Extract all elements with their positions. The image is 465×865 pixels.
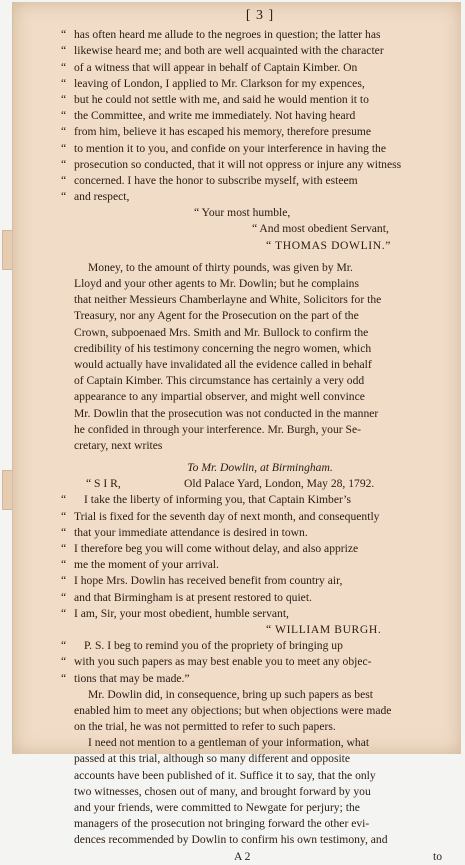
quote-mark: “ bbox=[61, 109, 67, 123]
page-text bbox=[61, 8, 446, 865]
text-line bbox=[61, 108, 446, 124]
quote-mark: “ bbox=[61, 639, 67, 653]
text-line: would actually have invalidated all the evidence called in behalf bbox=[74, 357, 372, 371]
line-text: and respect, bbox=[74, 190, 130, 204]
line-text: Trial is fixed for the seventh day of next month, and consequently bbox=[74, 509, 380, 523]
text-line: Treasury, nor any Agent for the Prosecution on the part of the bbox=[74, 309, 359, 323]
text-line bbox=[61, 157, 446, 173]
postscript bbox=[61, 638, 446, 687]
text-line bbox=[61, 141, 446, 157]
text-line: Mr. Dowlin that the prosecution was not conducted in the manner bbox=[74, 406, 379, 420]
line-text: me the moment of your arrival. bbox=[74, 558, 219, 572]
text-line bbox=[61, 173, 446, 189]
quote-mark: “ bbox=[61, 76, 67, 90]
text-line: of Captain Kimber. This circumstance has certainly a very odd bbox=[74, 374, 365, 388]
text-line: Mr. Dowlin did, in consequence, bring up such papers as best bbox=[88, 687, 373, 701]
text-line: managers of the prosecution not bringing forward the other evi- bbox=[74, 817, 370, 831]
line-text: leaving of London, I applied to Mr. Clarkson for my expences, bbox=[74, 76, 365, 90]
text-line bbox=[61, 638, 446, 654]
line-text: I take the liberty of informing you, that Captain Kimber’s bbox=[84, 493, 352, 507]
line-text: I therefore beg you will come without delay, and also apprize bbox=[74, 542, 359, 556]
line-text: with you such papers as may best enable you to meet any objec- bbox=[74, 655, 372, 669]
signature: “ WILLIAM BURGH. bbox=[266, 622, 382, 636]
text-line bbox=[61, 189, 446, 205]
text-line bbox=[61, 60, 446, 76]
quote-mark: “ bbox=[61, 590, 67, 604]
catchword: to bbox=[432, 849, 442, 863]
quote-mark: “ bbox=[61, 558, 67, 572]
text-line bbox=[61, 92, 446, 108]
quote-mark: “ bbox=[61, 190, 67, 204]
paragraph bbox=[74, 687, 446, 736]
letter-body bbox=[61, 492, 446, 622]
text-line: cretary, next writes bbox=[74, 438, 163, 452]
text-line: I need not mention to a gentleman of your information, what bbox=[88, 736, 370, 750]
quote-mark: “ bbox=[61, 157, 67, 171]
line-text: but he could not settle with me, and said he would mention it to bbox=[74, 92, 369, 106]
closing-line: “ Your most humble, bbox=[194, 206, 291, 220]
quote-mark: “ bbox=[61, 509, 67, 523]
line-text: tions that may be made.” bbox=[74, 671, 190, 685]
text-line: Crown, subpoenaed Mrs. Smith and Mr. Bullock to confirm the bbox=[74, 325, 369, 339]
text-line bbox=[61, 76, 446, 92]
line-text: to mention it to you, and confide on your interference in having the bbox=[74, 141, 386, 155]
line-text: P. S. I beg to remind you of the propriety of bringing up bbox=[84, 639, 343, 653]
text-line: enabled him to meet any objections; but when objections were made bbox=[74, 703, 392, 717]
paragraph bbox=[74, 260, 446, 454]
quote-mark: “ bbox=[61, 671, 67, 685]
salutation-line bbox=[74, 476, 446, 492]
paragraph bbox=[74, 735, 446, 848]
line-text: that your immediate attendance is desired in town. bbox=[74, 525, 308, 539]
text-line bbox=[61, 43, 446, 59]
text-line bbox=[61, 509, 446, 525]
line-text: I am, Sir, your most obedient, humble servant, bbox=[74, 606, 289, 620]
closing-line: “ And most obedient Servant, bbox=[252, 222, 389, 236]
text-line bbox=[61, 671, 446, 687]
text-line: passed at this trial, although so many different and opposite bbox=[74, 752, 351, 766]
text-line bbox=[61, 590, 446, 606]
quote-mark: “ bbox=[61, 92, 67, 106]
salutation: “ S I R, bbox=[86, 477, 121, 491]
line-text: I hope Mrs. Dowlin has received benefit from country air, bbox=[74, 574, 343, 588]
text-line bbox=[61, 541, 446, 557]
text-line: Lloyd and your other agents to Mr. Dowlin; but he complains bbox=[74, 277, 359, 291]
quote-mark: “ bbox=[61, 525, 67, 539]
text-line: appearance to any impartial observer, and might well convince bbox=[74, 390, 365, 404]
page-number: [ 3 ] bbox=[245, 8, 275, 23]
quoted-letter-block bbox=[61, 27, 446, 205]
line-text: the Committee, and write me immediately. Not having heard bbox=[74, 109, 356, 123]
quote-mark: “ bbox=[61, 44, 67, 58]
quote-mark: “ bbox=[61, 542, 67, 556]
quote-mark: “ bbox=[61, 574, 67, 588]
text-line bbox=[61, 654, 446, 670]
text-line bbox=[61, 124, 446, 140]
quote-mark: “ bbox=[61, 173, 67, 187]
quote-mark: “ bbox=[61, 655, 67, 669]
quote-mark: “ bbox=[61, 28, 67, 42]
text-line: two witnesses, chosen out of many, and brought forward by you bbox=[74, 784, 371, 798]
line-text: of a witness that will appear in behalf of Captain Kimber. On bbox=[74, 60, 358, 74]
page-footer bbox=[74, 849, 446, 865]
line-text: prosecution so conducted, that it will not oppress or injure any witness bbox=[74, 157, 402, 171]
text-line bbox=[61, 525, 446, 541]
text-line bbox=[61, 573, 446, 589]
text-line: he confided in through your interference. Mr. Burgh, your Se- bbox=[74, 422, 361, 436]
quote-mark: “ bbox=[61, 60, 67, 74]
quote-mark: “ bbox=[61, 125, 67, 139]
quote-mark: “ bbox=[61, 141, 67, 155]
signature: “ THOMAS DOWLIN.” bbox=[266, 238, 391, 252]
line-text: from him, believe it has escaped his memory, therefore presume bbox=[74, 125, 372, 139]
text-line bbox=[61, 557, 446, 573]
text-line: and your friends, were committed to Newgate for perjury; the bbox=[74, 801, 360, 815]
text-line bbox=[61, 492, 446, 508]
text-line bbox=[61, 606, 446, 622]
letter-heading: To Mr. Dowlin, at Birmingham. bbox=[187, 461, 333, 475]
text-line: dences recommended by Dowlin to confirm his own testimony, and bbox=[74, 833, 388, 847]
line-text: and that Birmingham is at present restored to quiet. bbox=[74, 590, 312, 604]
quote-mark: “ bbox=[61, 493, 67, 507]
text-line: accounts have been published of it. Suffice it to say, that the only bbox=[74, 768, 376, 782]
text-line: Money, to the amount of thirty pounds, was given by Mr. bbox=[88, 260, 353, 274]
line-text: has often heard me allude to the negroes in question; the latter has bbox=[74, 28, 381, 42]
text-line: on the trial, he was not permitted to refer to such papers. bbox=[74, 720, 336, 734]
line-text: likewise heard me; and both are well acquainted with the character bbox=[74, 44, 384, 58]
signature-mark: A 2 bbox=[234, 849, 251, 863]
quote-mark: “ bbox=[61, 606, 67, 620]
text-line: that neither Messieurs Chamberlayne and White, Solicitors for the bbox=[74, 293, 382, 307]
text-line bbox=[61, 27, 446, 43]
text-line: credibility of his testimony concerning the negro women, which bbox=[74, 341, 372, 355]
line-text: concerned. I have the honor to subscribe myself, with esteem bbox=[74, 173, 358, 187]
dateline: Old Palace Yard, London, May 28, 1792. bbox=[184, 477, 375, 491]
